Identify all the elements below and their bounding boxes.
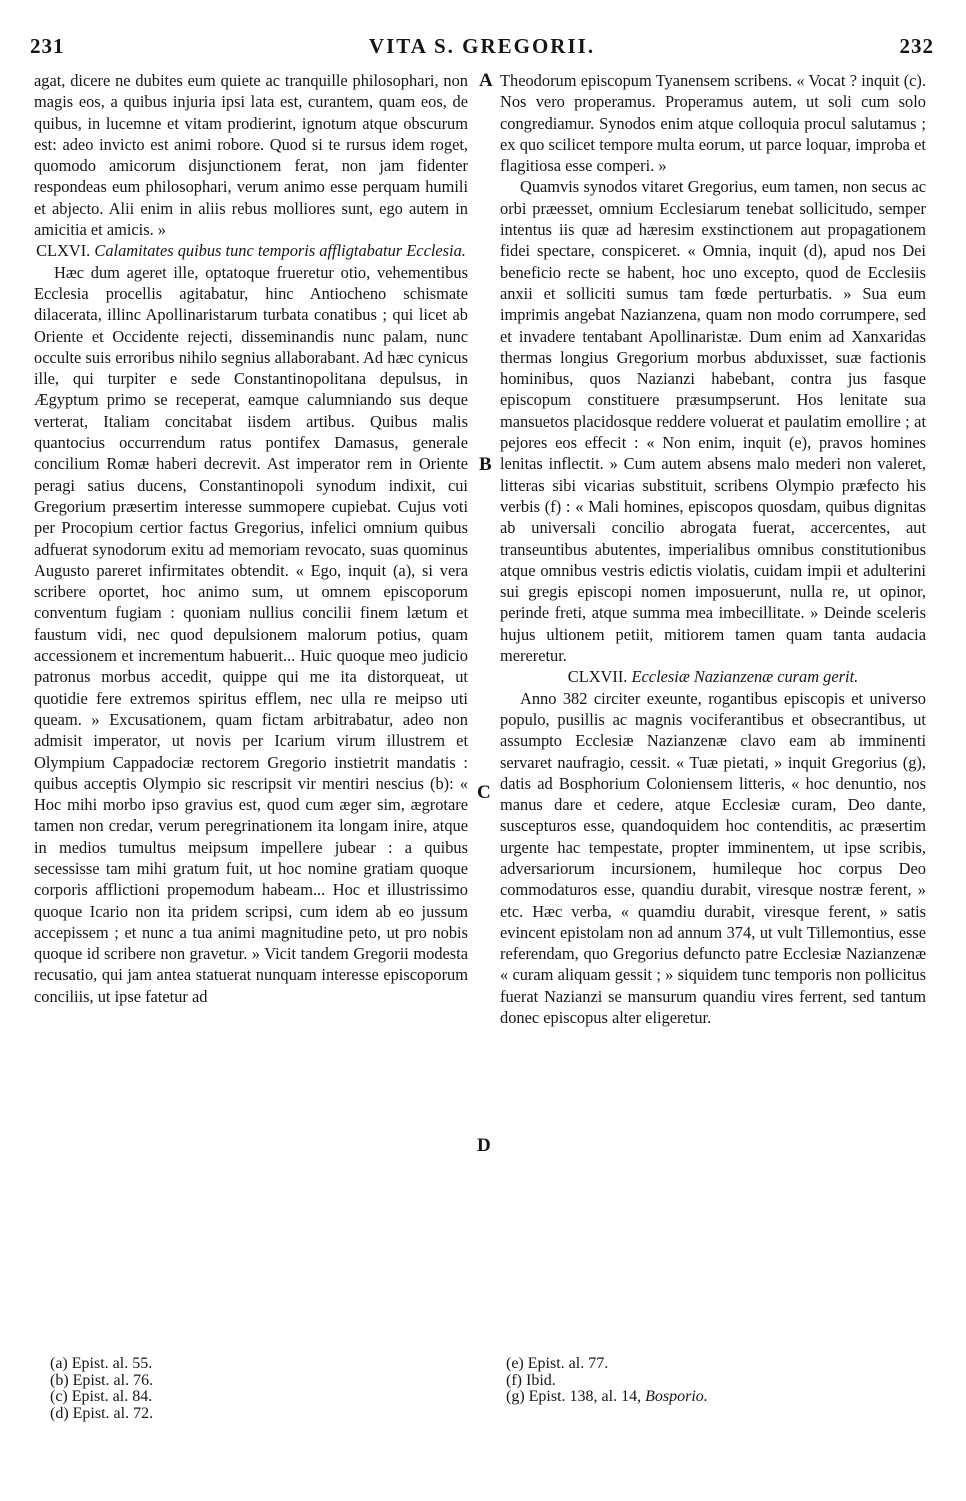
footnote — [50, 1373, 350, 1390]
section-number: CLXVII. — [567, 667, 628, 687]
footnote-text: Epist. al. 72. — [72, 1404, 154, 1422]
footnote-mark: (c) — [50, 1388, 68, 1406]
footnotes-left — [50, 1356, 350, 1422]
footnote — [50, 1356, 350, 1373]
footnotes-right — [506, 1356, 866, 1406]
footnote — [506, 1356, 866, 1373]
footnote-mark: (f) — [506, 1371, 522, 1389]
footnote — [506, 1373, 866, 1390]
footnote-mark: (d) — [50, 1404, 69, 1422]
section-number: CLXVI. — [36, 241, 91, 261]
running-header — [30, 34, 934, 60]
section-caption: Calamitates quibus tunc temporis affligtabatur Ecclesia. — [94, 241, 466, 261]
paragraph: Anno 382 circiter exeunte, rogantibus episcopis et universo populo, pusillis ac magnis vociferantibus et obsecrantibus, ut assumpto Ecclesiæ Nazianzenæ clavo eam ab imminenti servaret naufragio, cessit. « Tuæ pietati, » inquit Gregorius (g), datis ad Bosphorium Coloniensem litteris, « hoc denuntio, nos manus dare et cedere, atque Ecclesiæ curam, Deo dante, suscepturos esse, quandoquidem hoc contenditis, ac præsertim urgente hac tempestate, propter imminentem, ut ipse scribis, adversariorum incursionem, humileque hoc corpus Deo commodaturos esse, quandiu durabit, viresque nostræ ferent, » etc. Hæc verba, « quamdiu durabit, viresque ferent, » satis evincent epistolam non ad annum 374, ut vult Tillemontius, esse referendam, quo Gregorius defuncto patre Ecclesiæ Nazianzenæ « curam aliquam gessit ; » siquidem tunc temporis non pollicitus fuerat Nazianzi se mansurum quandiu vires ferrent, sed tantum donec episcopus alter eligeretur. — [500, 688, 926, 1028]
paragraph: Quamvis synodos vitaret Gregorius, eum tamen, non secus ac orbi præesset, omnium Ecclesiarum tenebat sollicitudo, semper intentus iis quæ ad hæresim exstinctionem aut propagationem fidei spectare, conspiceret. « Omnia, inquit (d), apud nos Dei beneficio recte se habent, hoc uno excepto, quod de Ecclesiis anxii et solliciti sumus tam fœde perturbatis. » Sua eum imprimis angebat Nazianzena, quam non modo corrumpere, sed et invadere tentabant Apollinaristæ. Dum enim ad Xanxaridas thermas longius Gregorium morbus abduxisset, suæ factionis hominibus, quos Nazianzi habebant, contra jus fasque episcopum constituere præsumpserunt. Hos lenitate sua mansuetos placidosque reddere voluerat et paulatim emollire ; at pejores eos effecit : « Non enim, inquit (e), pravos homines lenitas inflectit. » Cum autem absens malo mederi non valeret, litteras sibi vicarias substituit, scribens Olympio præfecto his verbis (f) : « Mali homines, episcopos quosdam, quibus dignitas ab universali concilio abrogata fuerat, accercentes, aut transeuntibus abutentes, imperialibus omnibus constitutionibus atque omnibus vestris edictis violatis, cuidam impii et adulterini sui gregis episcopi nomen imposuerunt, nulla re, ut opinor, perinde freti, atque summa mea imbecillitate. » Deinde sceleris hujus ultionem petiit, mitiorem tamen quam tanta audacia mereretur. — [500, 177, 926, 666]
margin-letter-c: C — [477, 782, 491, 803]
footnote-text: Epist. al. 76. — [72, 1371, 154, 1389]
paragraph: Hæc dum ageret ille, optatoque frueretur otio, vehementibus Ecclesia procellis agitabatur, hinc Antiocheno schismate dilacerata, illinc Apollinaristarum turbata conatibus ; qui licet ab Oriente et Occidente rejecti, disseminandis nunc palam, nunc occulte suis erroribus nihilo segnius allaborabant. Ad hæc cynicus ille, qui turpiter e sede Constantinopolitana depulsus, in Ægyptum primo se receperat, eamque calumniando sus deque verterat, Italiam concitabat iisdem artibus. Quibus malis quantocius occurrendum ratus pontifex Damasus, generale concilium Romæ haberi decrevit. Ast imperator rem in Oriente peragi satius ducens, Constantinopoli synodum indixit, cui Gregorium præsertim interesse summopere cupiebat. Cujus voti per Procopium certior factus Gregorius, infelici omnium quibus adfuerat synodorum exitu ad memoriam revocato, suas quominus Augusto pareret infirmitates obtendit. « Ego, inquit (a), si vera scribere oportet, hoc animo sum, ut omnem episcoporum conventum fugiam : quoniam nullius concilii finem lætum et faustum vidi, nec quod depulsionem malorum potius, quam accessionem et incrementum habuerit... Huic quoque meo judicio patronus morbus accedit, quippe qui me ita distorqueat, ut quotidie fere extremos spiritus efflem, nec ulla re meipso uti queam. » Excusationem, quam fictam arbitrabatur, adeo non admisit imperator, ut novis per Icarium virum illustrem et Olympium Cappadociæ rectorem Gregorio instietrit mandatis : quibus acceptis Olympio sic rescripsit vir mentiri nescius (b): « Hoc mihi morbo ipso gravius est, quod cum æger sim, ægrotare tamen non credar, verum peregrinationem ita longam inire, atque in medios tumultus meipsum impellere jubear : a quibus secessisse tam mihi gratum fuit, ut hoc nomine gratiam quoque corporis afflictioni propemodum habeam... Hoc et illustrissimo quoque Icario non ita pridem scripsi, cum idem ab eo jussum accepissem ; et nunc a tua animi magnitudine peto, ut pro nobis quoque id scribere non gravetur. » Vicit tandem Gregorii modesta recusatio, qui jam antea statuerat nunquam interesse episcoporum conciliis, ut ipse fatetur ad — [34, 262, 468, 1006]
margin-letter-a: A — [479, 70, 493, 91]
footnote-text: Ibid. — [525, 1371, 556, 1389]
footnote-text: Epist. al. 77. — [527, 1355, 609, 1372]
section-heading — [34, 240, 468, 261]
footnote-text: Epist. al. 55. — [71, 1355, 153, 1372]
margin-letter-b: B — [479, 454, 492, 475]
section-caption: Ecclesiæ Nazianzenæ curam gerit. — [631, 667, 859, 687]
footnote-text: Epist. al. 84. — [71, 1388, 153, 1406]
footnote-mark: (a) — [50, 1355, 68, 1372]
left-column — [34, 70, 468, 1007]
footnote-text: Epist. 138, al. 14, — [528, 1388, 642, 1406]
footnote-mark: (b) — [50, 1371, 69, 1389]
paragraph: agat, dicere ne dubites eum quiete ac tranquille philosophari, non magis eos, a quibus injuria ipsi lata est, curantem, quam eos, de quibus, in lucemne et vitam prodierint, ignotum atque obscurum est: adeo invicto est animi robore. Quod si te rursus idem roget, quomodo amicorum disjunctionem ferat, non jam fidenter respondeas eum philosophari, verum animo esse perquam humili et abjecto. Alii enim in aliis rebus molliores sunt, ego autem in amicitia et amicis. » — [34, 71, 468, 240]
footnote-source: Bosporio. — [645, 1388, 708, 1406]
margin-letter-d: D — [477, 1135, 491, 1156]
footnote — [50, 1406, 350, 1423]
footnote — [50, 1389, 350, 1406]
paragraph: Theodorum episcopum Tyanensem scribens. « Vocat ? inquit (c). Nos vero properamus. Properamus autem, ut soli cum solo congrediamur. Synodos enim atque colloquia procul salutamus ; ex quo scilicet tempore multa eorum, ut parce loquar, improba et flagitiosa esse comperi. » — [500, 71, 926, 176]
running-title: VITA S. GREGORII. — [368, 34, 596, 58]
page-number-right: 232 — [899, 34, 934, 58]
footnote — [506, 1389, 866, 1406]
footnote-mark: (g) — [506, 1388, 525, 1406]
right-column — [500, 70, 926, 1028]
section-heading — [500, 666, 926, 687]
footnote-mark: (e) — [506, 1355, 524, 1372]
page-number-left: 231 — [30, 34, 65, 58]
